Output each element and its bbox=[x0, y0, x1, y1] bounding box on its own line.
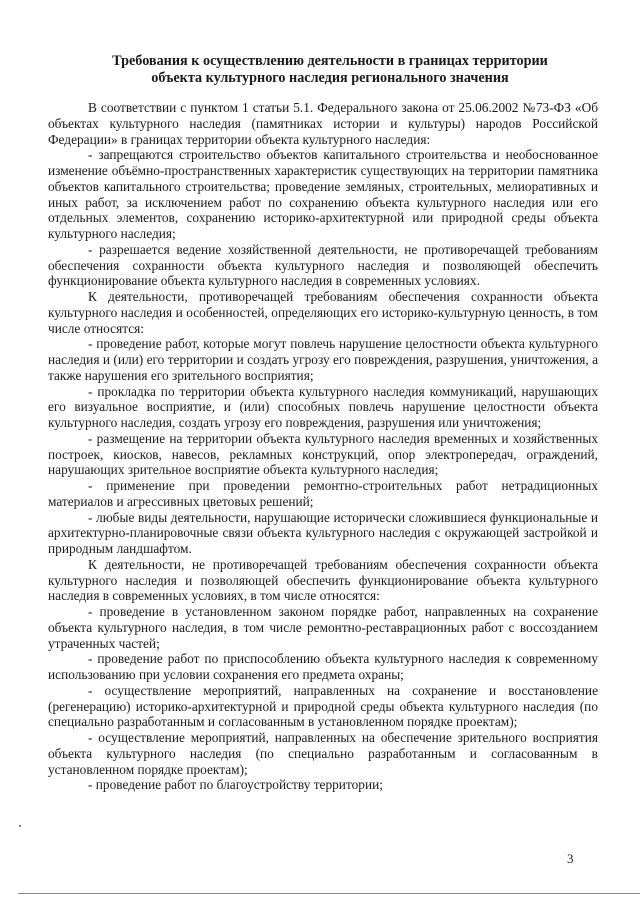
list-item-preservation-works: - проведение в установленном законом порядке работ, направленных на сохранение объекта культурного наследия, в том числе ремонтно-реставрационных работ с воссозданием утраченных частей; bbox=[48, 604, 598, 651]
list-item-temporary-structures: - размещение на территории объекта культурного наследия временных и хозяйственных построек, киосков, навесов, рекламных конструкций, опор электропередач, ограждений, нарушающих зрительное восприятие объекта культурного наследия; bbox=[48, 430, 598, 478]
intro-paragraph: В соответствии с пунктом 1 статьи 5.1. Федерального закона от 25.06.2002 №73-ФЗ «Об объектах культурного наследия (памятниках истории и культуры) народов Российской Федерации» в границах территории объекта культурного наследия: bbox=[48, 100, 598, 147]
scan-speck bbox=[19, 825, 21, 827]
page-number: 3 bbox=[567, 851, 574, 866]
document-title bbox=[60, 53, 600, 87]
non-contradicting-activities-heading: К деятельности, не противоречащей требованиям обеспечения сохранности объекта культурного наследия и позволяющей обеспечить функционирование объекта культурного наследия в современных условиях, в том числе относятся: bbox=[48, 556, 598, 604]
document-body bbox=[48, 100, 598, 793]
list-item-prohibited-construction: - запрещаются строительство объектов капитального строительства и необоснованное изменение объёмно-пространственных характеристик существующих на территории памятника объектов капитального строительства; проведение земляных, строительных, мелиоративных и иных работ, за исключением работ по сохранению объекта культурного наследия или его отдельных элементов, сохранению историко-архитектурной или природной среды объекта культурного наследия; bbox=[48, 147, 598, 241]
list-item-non-traditional-materials: - применение при проведении ремонтно-строительных работ нетрадиционных материалов и агрессивных цветовых решений; bbox=[48, 478, 598, 509]
list-item-works-violating-integrity: - проведение работ, которые могут повлечь нарушение целостности объекта культурного наследия и (или) его территории и создать угрозу его повреждения, разрушения, уничтожения, а также нарушения его зрительного восприятия; bbox=[48, 336, 598, 383]
list-item-adaptation-works: - проведение работ по приспособлению объекта культурного наследия к современному использованию при условии сохранения его предмета охраны; bbox=[48, 651, 598, 682]
list-item-utility-laying: - прокладка по территории объекта культурного наследия коммуникаций, нарушающих его визуальное восприятие, и (или) способных повлечь нарушение целостности объекта культурного наследия, создать угрозу его повреждения, разрушения или уничтожения; bbox=[48, 383, 598, 430]
list-item-landscaping: - проведение работ по благоустройству территории; bbox=[88, 777, 383, 793]
list-item-environment-restoration: - осуществление мероприятий, направленных на сохранение и восстановление (регенерацию) историко-архитектурной и природной среды объекта культурного наследия (по специально разработанным и согласованным в установленном порядке проектам); bbox=[48, 682, 598, 730]
title-line-2: объекта культурного наследия регионального значения bbox=[151, 70, 509, 86]
list-item-visual-perception: - осуществление мероприятий, направленных на обеспечение зрительного восприятия объекта культурного наследия (по специально разработанным и согласованным в установленном порядке проектам); bbox=[48, 730, 598, 777]
list-item-allowed-economic-activity: - разрешается ведение хозяйственной деятельности, не противоречащей требованиям обеспечения сохранности объекта культурного наследия и позволяющей обеспечить функционирование объекта культурного наследия в современных условиях. bbox=[48, 241, 598, 289]
contradicting-activities-heading: К деятельности, противоречащей требованиям обеспечения сохранности объекта культурного наследия и особенностей, определяющих его историко-культурную ценность, в том числе относятся: bbox=[48, 289, 598, 336]
footer-divider bbox=[18, 893, 640, 894]
title-line-1: Требования к осуществлению деятельности в границах территории bbox=[112, 53, 548, 69]
list-item-disrupting-connections: - любые виды деятельности, нарушающие исторически сложившиеся функциональные и архитектурно-планировочные связи объекта культурного наследия с окружающей застройкой и природным ландшафтом. bbox=[48, 509, 598, 556]
